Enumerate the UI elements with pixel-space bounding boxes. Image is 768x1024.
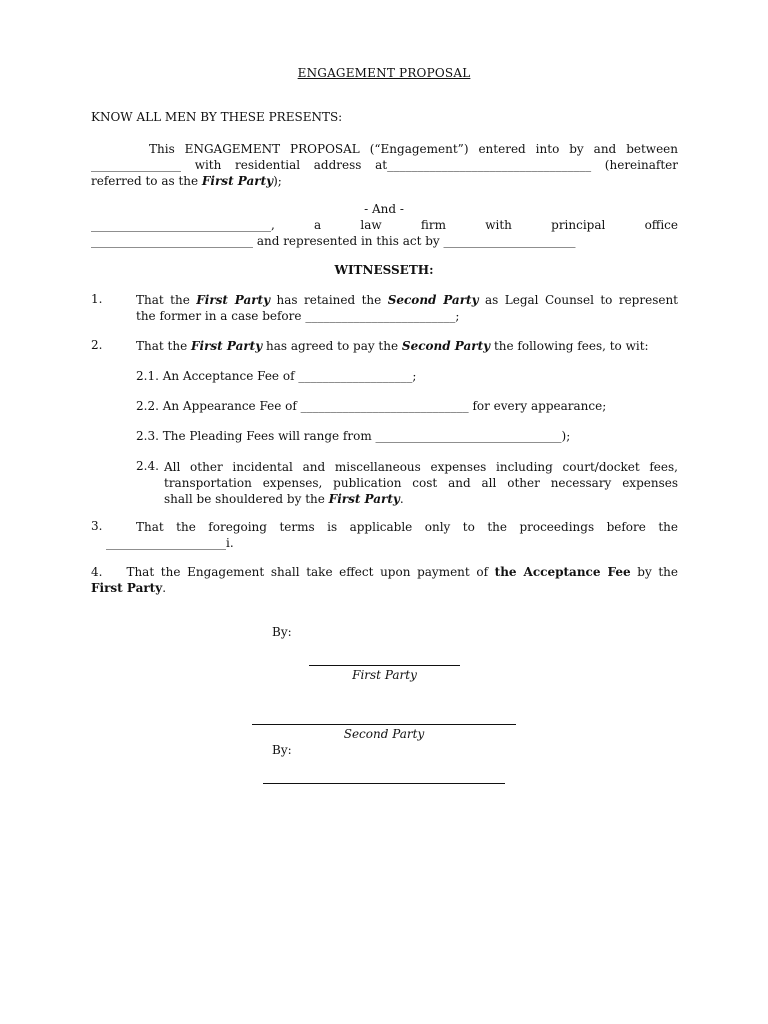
- subclause-2-4-line-2: transportation expenses, publication cost and all other necessary expenses: [164, 476, 678, 490]
- first-party-term: First Party: [91, 581, 163, 595]
- intro-line-2-end: (hereinafter: [591, 158, 678, 172]
- second-party-paragraph: [91, 217, 678, 249]
- intro-line-3: [91, 173, 678, 189]
- witnesseth-heading: WITNESSETH:: [334, 263, 434, 277]
- first-party-caption: First Party: [352, 668, 417, 682]
- clause-1-b: has retained the: [270, 293, 388, 307]
- second-party-term: Second Party: [387, 293, 479, 307]
- subclause-2-1: [136, 368, 678, 384]
- subclause-2-4-label: 2.4.: [136, 459, 159, 473]
- clause-2-a: That the: [136, 339, 191, 353]
- subclause-2-4-l3-end: .: [399, 492, 404, 506]
- first-party-term: First Party: [201, 174, 274, 188]
- clause-1-line-2: [136, 308, 678, 324]
- clause-3-number: 3.: [91, 519, 103, 533]
- blank-acceptance-fee: ___________________: [298, 369, 413, 383]
- clause-4-a: That the Engagement shall take effect upon payment of: [126, 565, 495, 579]
- first-party-term: First Party: [191, 339, 263, 353]
- document-title: ENGAGEMENT PROPOSAL: [297, 66, 471, 80]
- subclause-2-4-line-1: All other incidental and miscellaneous expenses including court/docket fees,: [164, 460, 678, 474]
- subclause-2-2-text: 2.2. An Appearance Fee of: [136, 399, 301, 413]
- second-party-line-1: [91, 217, 678, 233]
- second-party-caption: Second Party: [343, 727, 425, 741]
- clause-4-line-2: [91, 580, 678, 596]
- subclause-2-4-line-3: [164, 491, 678, 507]
- clause-2-c: the following fees, to wit:: [490, 339, 649, 353]
- subclause-2-1-end: ;: [412, 369, 417, 383]
- word-law: law: [360, 218, 382, 232]
- blank-court: _________________________: [305, 309, 456, 323]
- and-separator: - And -: [364, 202, 404, 216]
- representative-signature-line: [263, 783, 505, 784]
- by-label-1: By:: [272, 625, 292, 639]
- blank-representative: ______________________: [443, 234, 576, 248]
- subclause-2-4-l3: shall be shouldered by the: [164, 492, 329, 506]
- clause-2-text: [136, 338, 678, 354]
- subclause-2-2: [136, 398, 678, 414]
- intro-line-1: This ENGAGEMENT PROPOSAL (“Engagement”) entered into by and between: [149, 142, 678, 156]
- clause-3-text: That the foregoing terms is applicable only to the proceedings before the: [136, 520, 678, 534]
- clause-1-number: 1.: [91, 292, 103, 306]
- subclause-2-1-text: 2.1. An Acceptance Fee of: [136, 369, 299, 383]
- by-label-2: By:: [272, 743, 292, 757]
- intro-line-2: [91, 157, 678, 173]
- first-party-term: First Party: [328, 492, 400, 506]
- second-party-signature-line: [252, 724, 516, 725]
- blank-firm-name: ______________________________,: [91, 218, 275, 232]
- blank-office: ___________________________: [91, 234, 253, 248]
- clause-4-b: by the: [630, 565, 679, 579]
- word-principal: principal: [551, 218, 606, 232]
- blank-address: __________________________________: [387, 158, 592, 172]
- clause-4: [91, 564, 678, 596]
- clause-3-end: i.: [226, 536, 234, 550]
- blank-appearance-fee: ____________________________: [300, 399, 469, 413]
- know-all-men-heading: KNOW ALL MEN BY THESE PRESENTS:: [91, 110, 343, 124]
- intro-line-3-start: referred to as the: [91, 174, 202, 188]
- clause-4-c: .: [162, 581, 167, 595]
- clause-2-b: has agreed to pay the: [262, 339, 402, 353]
- second-party-term: Second Party: [401, 339, 491, 353]
- clause-4-line-1: [91, 564, 678, 580]
- clause-1-e: ;: [455, 309, 460, 323]
- blank-proceedings: ____________________: [106, 536, 226, 550]
- clause-1-d: the former in a case before: [136, 309, 306, 323]
- subclause-2-4-text: [164, 459, 678, 507]
- clause-1-text: [136, 292, 678, 324]
- first-party-term: First Party: [196, 293, 271, 307]
- represented-text: and represented in this act by: [253, 234, 444, 248]
- clause-3-line-1: [136, 519, 678, 535]
- word-office: office: [644, 218, 678, 232]
- word-with: with: [485, 218, 512, 232]
- first-party-signature-line: [309, 665, 460, 666]
- subclause-2-3-end: );: [561, 429, 571, 443]
- clause-4-number: 4.: [91, 565, 103, 579]
- subclause-2-2-end: for every appearance;: [468, 399, 607, 413]
- subclause-2-3-text: 2.3. The Pleading Fees will range from: [136, 429, 376, 443]
- clause-2-number: 2.: [91, 338, 103, 352]
- intro-paragraph: [91, 141, 678, 189]
- intro-line-3-end: );: [273, 174, 282, 188]
- intro-line-2-mid: with residential address at: [181, 158, 388, 172]
- clause-3-line-2: [106, 535, 234, 551]
- acceptance-fee-term: the Acceptance Fee: [494, 565, 631, 579]
- clause-1-line-1: [136, 292, 678, 308]
- clause-1-c: as Legal Counsel to represent: [478, 293, 678, 307]
- second-party-line-2: [91, 233, 678, 249]
- word-firm: firm: [420, 218, 447, 232]
- clause-1-a: That the: [136, 293, 197, 307]
- word-a: a: [314, 218, 322, 232]
- blank-name: _______________: [91, 158, 181, 172]
- blank-pleading-fees: _______________________________: [375, 429, 562, 443]
- subclause-2-3: [136, 428, 678, 444]
